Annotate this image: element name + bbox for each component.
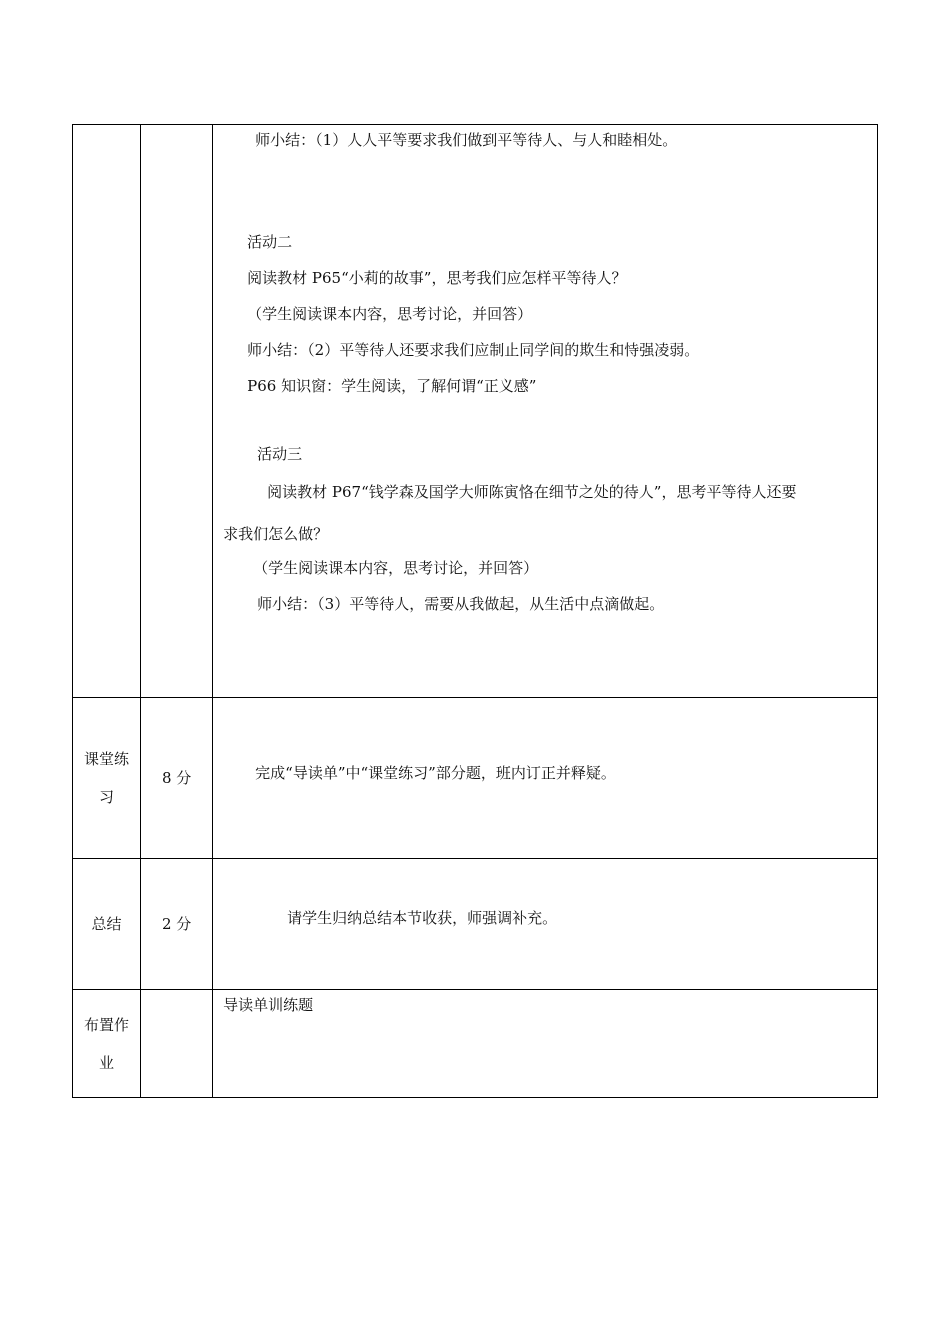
summary-content-cell <box>213 859 878 990</box>
activity-three-task-line2: 求我们怎么做？ <box>223 525 329 543</box>
homework-time-cell <box>141 990 213 1098</box>
practice-label-line2: 习 <box>99 788 115 806</box>
homework-label-cell <box>73 990 141 1098</box>
summary-row <box>73 859 878 990</box>
activity-time-cell <box>141 125 213 698</box>
homework-content: 导读单训练题 <box>223 996 314 1014</box>
practice-label-cell <box>73 698 141 859</box>
activity-label-cell <box>73 125 141 698</box>
practice-time-cell <box>141 698 213 859</box>
knowledge-window-note: P66 知识窗：学生阅读，了解何谓“正义感” <box>247 377 537 395</box>
summary-time: 2 分 <box>161 915 192 933</box>
activity-two-heading: 活动二 <box>247 233 293 251</box>
activity-two-note: （学生阅读课本内容，思考讨论，并回答） <box>247 305 533 323</box>
activity-three-task-line1: 阅读教材 P67“钱学森及国学大师陈寅恪在细节之处的待人”，思考平等待人还要 <box>267 483 797 501</box>
summary-time-cell <box>141 859 213 990</box>
practice-time: 8 分 <box>161 769 192 787</box>
teacher-summary-2: 师小结：（2）平等待人还要求我们应制止同学间的欺生和恃强凌弱。 <box>247 341 700 359</box>
teacher-summary-3: 师小结：（3）平等待人，需要从我做起，从生活中点滴做起。 <box>257 595 665 613</box>
activity-row <box>73 125 878 698</box>
summary-label: 总结 <box>91 915 122 933</box>
activity-content-cell <box>213 125 878 698</box>
practice-content-cell <box>213 698 878 859</box>
homework-label-line1: 布置作 <box>84 1015 130 1034</box>
practice-label-line1: 课堂练 <box>84 750 130 768</box>
activity-three-note: （学生阅读课本内容，思考讨论，并回答） <box>253 559 539 577</box>
lesson-plan-table <box>72 124 878 1098</box>
practice-content: 完成“导读单”中“课堂练习”部分题，班内订正并释疑。 <box>255 764 616 782</box>
teacher-summary-1: 师小结：（1）人人平等要求我们做到平等待人、与人和睦相处。 <box>255 131 678 149</box>
summary-label-cell <box>73 859 141 990</box>
practice-row <box>73 698 878 859</box>
homework-content-cell <box>213 990 878 1098</box>
homework-row <box>73 990 878 1098</box>
summary-content: 请学生归纳总结本节收获，师强调补充。 <box>287 909 558 927</box>
activity-two-task: 阅读教材 P65“小莉的故事”，思考我们应怎样平等待人？ <box>247 269 627 287</box>
homework-label-line2: 业 <box>99 1053 115 1072</box>
activity-three-heading: 活动三 <box>257 445 303 463</box>
